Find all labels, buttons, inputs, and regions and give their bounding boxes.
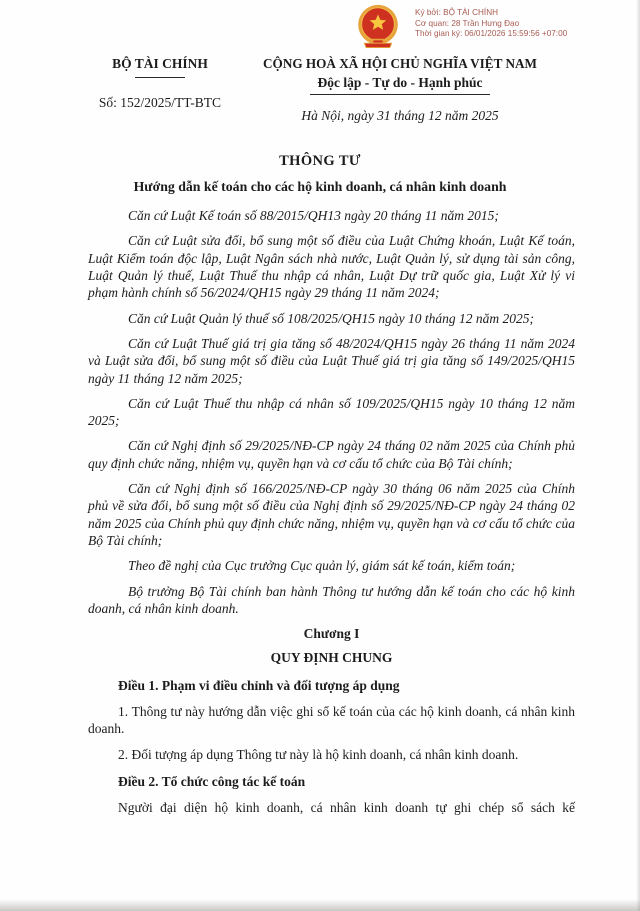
- preamble-paragraph: Căn cứ Luật Thuế thu nhập cá nhân số 109/2025/QH15 ngày 10 tháng 12 năm 2025;: [88, 395, 575, 429]
- national-title: CỘNG HOÀ XÃ HỘI CHỦ NGHĨA VIỆT NAM: [263, 56, 537, 71]
- motto-underline: [310, 94, 490, 95]
- preamble-paragraph: Căn cứ Nghị định số 29/2025/NĐ-CP ngày 24 tháng 02 năm 2025 của Chính phủ quy định chức năng, nhiệm vụ, quyền hạn và cơ cấu tổ chức của Bộ Tài chính;: [88, 438, 575, 471]
- article-2-heading: Điều 2. Tổ chức công tác kế toán: [118, 773, 306, 789]
- title-block: [0, 153, 640, 195]
- article-1-clause-1: 1. Thông tư này hướng dẫn việc ghi sổ kế toán của các hộ kinh doanh, cá nhân kinh doanh.: [88, 704, 575, 737]
- article-1-heading: Điều 1. Phạm vi điều chỉnh và đối tượng áp dụng: [118, 677, 400, 693]
- document-subject: Hướng dẫn kế toán cho các hộ kinh doanh, cá nhân kinh doanh: [133, 179, 507, 195]
- article-2-paragraph-truncated: Người đại diện hộ kinh doanh, cá nhân kinh doanh tự ghi chép sổ sách kế: [118, 800, 575, 816]
- national-motto: Độc lập - Tự do - Hạnh phúc: [317, 75, 483, 90]
- letterhead-left-column: [85, 56, 235, 124]
- preamble-paragraph: Bộ trưởng Bộ Tài chính ban hành Thông tư hướng dẫn kế toán cho các hộ kinh doanh, cá nhân kinh doanh.: [88, 583, 575, 616]
- preamble-paragraph: Căn cứ Luật Thuế giá trị gia tăng số 48/2024/QH15 ngày 26 tháng 11 năm 2024 và Luật sửa đổi, bổ sung một số điều của Luật Thuế giá trị gia tăng số 149/2025/QH15 ngày 11 tháng 12 năm 2025;: [88, 335, 575, 386]
- issuing-agency: BỘ TÀI CHÍNH: [112, 56, 208, 71]
- document-number: Số: 152/2025/TT-BTC: [98, 95, 222, 111]
- chapter-name: QUY ĐỊNH CHUNG: [270, 650, 393, 666]
- chapter-number: Chương I: [303, 626, 360, 642]
- document-body: [0, 195, 640, 816]
- signature-time: Thời gian ký: 06/01/2026 15:59:56 +07:00: [415, 29, 568, 39]
- document-type-title: THÔNG TƯ: [279, 153, 361, 170]
- signature-agency: Cơ quan: 28 Trần Hưng Đạo: [415, 18, 520, 28]
- preamble-paragraph: Căn cứ Nghị định số 166/2025/NĐ-CP ngày 30 tháng 06 năm 2025 của Chính phủ về sửa đổi, bổ sung một số điều của Nghị định số 29/2025/NĐ-CP ngày 24 tháng 02 năm 2025 của Chính phủ quy định chức năng, nhiệm vụ, quyền hạn và cơ cấu tổ chức của Bộ Tài chính;: [88, 481, 575, 548]
- letterhead-right-column: [240, 56, 560, 124]
- issuer-underline: [135, 77, 185, 78]
- preamble-paragraph: Căn cứ Luật Quản lý thuế số 108/2025/QH15 ngày 10 tháng 12 năm 2025;: [128, 310, 534, 326]
- preamble-paragraph: Theo đề nghị của Cục trưởng Cục quản lý, giám sát kế toán, kiểm toán;: [128, 558, 516, 574]
- digital-signature-stamp: [356, 3, 567, 49]
- preamble-paragraph: Căn cứ Luật sửa đổi, bổ sung một số điều của Luật Chứng khoán, Luật Kế toán, Luật Kiểm toán độc lập, Luật Ngân sách nhà nước, Luật Quản lý, sử dụng tài sản công, Luật Quản lý thuế, Luật Thuế thu nhập cá nhân, Luật Dự trữ quốc gia, Luật Xử lý vi phạm hành chính số 56/2024/QH15 ngày 29 tháng 11 năm 2024;: [88, 233, 575, 301]
- scan-bottom-shadow: [0, 899, 640, 911]
- article-1-clause-2: 2. Đối tượng áp dụng Thông tư này là hộ kinh doanh, cá nhân kinh doanh.: [118, 746, 519, 762]
- signature-details: [415, 3, 567, 40]
- place-date-line: Hà Nội, ngày 31 tháng 12 năm 2025: [301, 108, 499, 124]
- signature-signer: Ký bởi: BỘ TÀI CHÍNH: [415, 8, 499, 17]
- preamble-paragraph: Căn cứ Luật Kế toán số 88/2015/QH13 ngày 20 tháng 11 năm 2015;: [128, 208, 499, 224]
- vietnam-emblem-icon: [356, 3, 400, 49]
